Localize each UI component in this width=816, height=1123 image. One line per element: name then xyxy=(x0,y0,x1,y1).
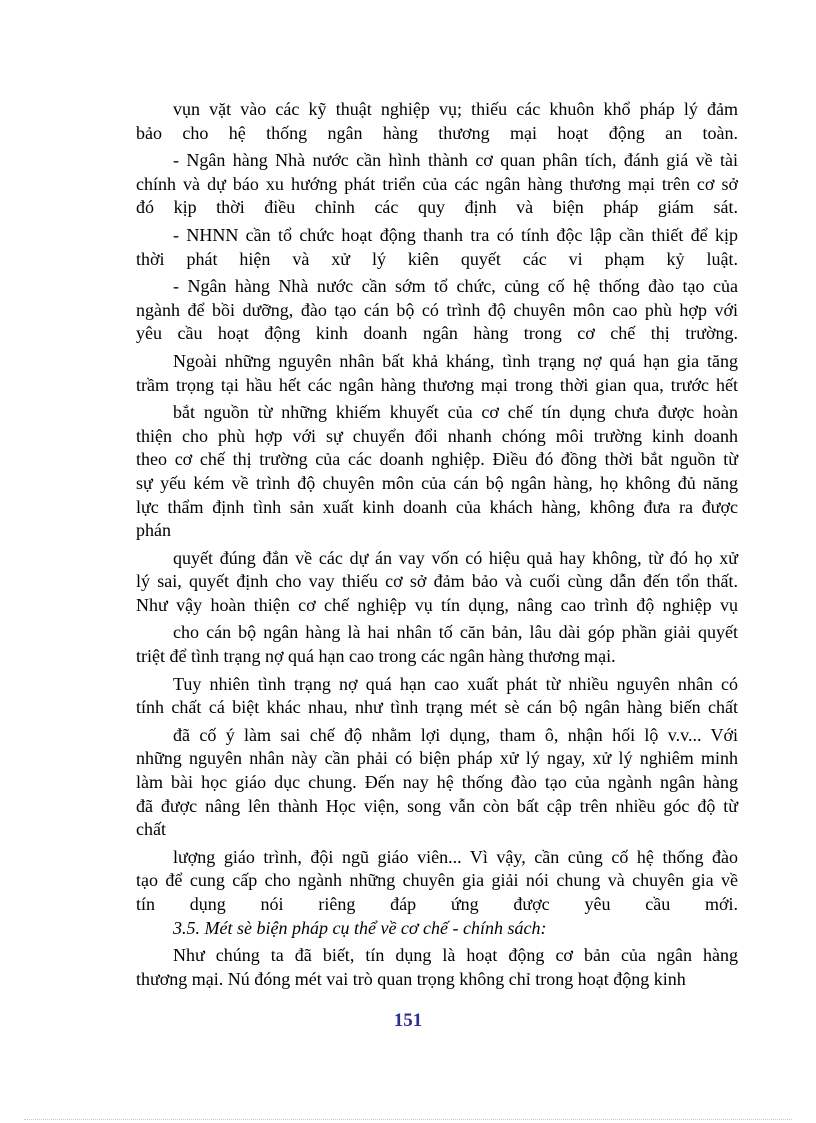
text-line: ngành để bồi dưỡng, đào tạo cán bộ có trình độ chuyên môn cao phù hợp với xyxy=(136,299,738,320)
paragraph-7 xyxy=(136,547,738,618)
text-line: phán xyxy=(136,520,171,541)
text-line: tính chất cá biệt khác nhau, như tình trạng mét sè cán bộ ngân hàng biến chất xyxy=(136,697,738,718)
paragraph-12 xyxy=(136,944,738,991)
text-line: đã được nâng lên thành Học viện, song vẫn còn bất cập trên nhiều góc độ từ xyxy=(136,795,738,816)
text-line: lượng giáo trình, đội ngũ giáo viên... Vì vậy, cần củng cố hệ thống đào xyxy=(173,846,738,867)
page-number: 151 xyxy=(393,1010,423,1031)
text-line: bắt nguồn từ những khiếm khuyết của cơ chế tín dụng chưa được hoàn xyxy=(173,402,738,423)
page-border-divider xyxy=(24,1119,792,1120)
text-line: chính và dự báo xu hướng phát triển của các ngân hàng thương mại trên cơ sở xyxy=(136,173,738,194)
section-heading xyxy=(136,917,738,941)
text-line: Ngoài những nguyên nhân bất khả kháng, tình trạng nợ quá hạn gia tăng xyxy=(173,350,738,371)
text-line: thời phát hiện và xử lý kiên quyết các vi phạm kỷ luật. xyxy=(136,248,738,269)
text-line: lực thẩm định tình sản xuất kinh doanh của khách hàng, không đưa ra được xyxy=(136,496,738,517)
text-line: Tuy nhiên tình trạng nợ quá hạn cao xuất phát từ nhiều nguyên nhân có xyxy=(173,673,738,694)
text-line: - NHNN cần tổ chức hoạt động thanh tra có tính độc lập cần thiết để kịp xyxy=(173,224,738,245)
text-line: Như vậy hoàn thiện cơ chế nghiệp vụ tín dụng, nâng cao trình độ nghiệp vụ xyxy=(136,594,738,615)
text-line: đã cố ý làm sai chế độ nhằm lợi dụng, tham ô, nhận hối lộ v.v... Với xyxy=(173,724,738,745)
text-line: thiện cho phù hợp với sự chuyển đổi nhanh chóng môi trường kinh doanh xyxy=(136,425,738,446)
text-line: lý sai, quyết định cho vay thiếu cơ sở đảm bảo và cuối cùng dẫn đến tổn thất. xyxy=(136,571,738,592)
text-line: sự yếu kém về trình độ chuyên môn của cán bộ ngân hàng, họ không đủ năng xyxy=(136,472,738,493)
paragraph-6 xyxy=(136,401,738,543)
paragraph-11 xyxy=(136,846,738,917)
body-text xyxy=(136,98,738,991)
text-line: tạo để cung cấp cho ngành những chuyên gia giải nói chung và chuyên gia về xyxy=(136,870,738,891)
paragraph-4 xyxy=(136,275,738,346)
text-line: quyết đúng đắn về các dự án vay vốn có hiệu quả hay không, từ đó họ xử xyxy=(173,547,738,568)
text-line: chất xyxy=(136,819,166,840)
paragraph-3 xyxy=(136,224,738,271)
text-line: trầm trọng tại hầu hết các ngân hàng thương mại trong thời gian qua, trước hết xyxy=(136,374,738,395)
text-line: vụn vặt vào các kỹ thuật nghiệp vụ; thiếu các khuôn khổ pháp lý đảm xyxy=(173,99,738,119)
text-line: đó kịp thời điều chỉnh các quy định và biện pháp giám sát. xyxy=(136,197,738,218)
text-line: bảo cho hệ thống ngân hàng thương mại hoạt động an toàn. xyxy=(136,122,738,143)
paragraph-8 xyxy=(136,621,738,668)
text-line: triệt để tình trạng nợ quá hạn cao trong các ngân hàng thương mại. xyxy=(136,646,616,667)
paragraph-10 xyxy=(136,724,738,842)
text-line: - Ngân hàng Nhà nước cần hình thành cơ quan phân tích, đánh giá về tài xyxy=(173,150,738,171)
text-line: Như chúng ta đã biết, tín dụng là hoạt động cơ bản của ngân hàng xyxy=(173,945,738,966)
paragraph-1 xyxy=(136,98,738,145)
text-line: những nguyên nhân này cần phải có biện pháp xử lý ngay, xử lý nghiêm minh xyxy=(136,748,738,769)
text-line: - Ngân hàng Nhà nước cần sớm tổ chức, củng cố hệ thống đào tạo của xyxy=(173,276,738,297)
text-line: tín dụng nói riêng đáp ứng được yêu cầu mới. xyxy=(136,894,738,914)
text-line: thương mại. Nú đóng mét vai trò quan trọng không chỉ trong hoạt động kinh xyxy=(136,968,686,989)
text-line: theo cơ chế thị trường của các doanh nghiệp. Điều đó đồng thời bắt nguồn từ xyxy=(136,449,738,470)
text-line: làm bài học giáo dục chung. Đến nay hệ thống đào tạo của ngành ngân hàng xyxy=(136,772,738,793)
text-line: yêu cầu hoạt động kinh doanh ngân hàng trong cơ chế thị trường. xyxy=(136,323,738,344)
paragraph-2 xyxy=(136,149,738,220)
section-heading-text: 3.5. Mét sè biện pháp cụ thể về cơ chế - chính sách: xyxy=(173,917,547,938)
paragraph-9 xyxy=(136,673,738,720)
paragraph-5 xyxy=(136,350,738,397)
text-line: cho cán bộ ngân hàng là hai nhân tố căn bản, lâu dài góp phần giải quyết xyxy=(173,622,738,643)
